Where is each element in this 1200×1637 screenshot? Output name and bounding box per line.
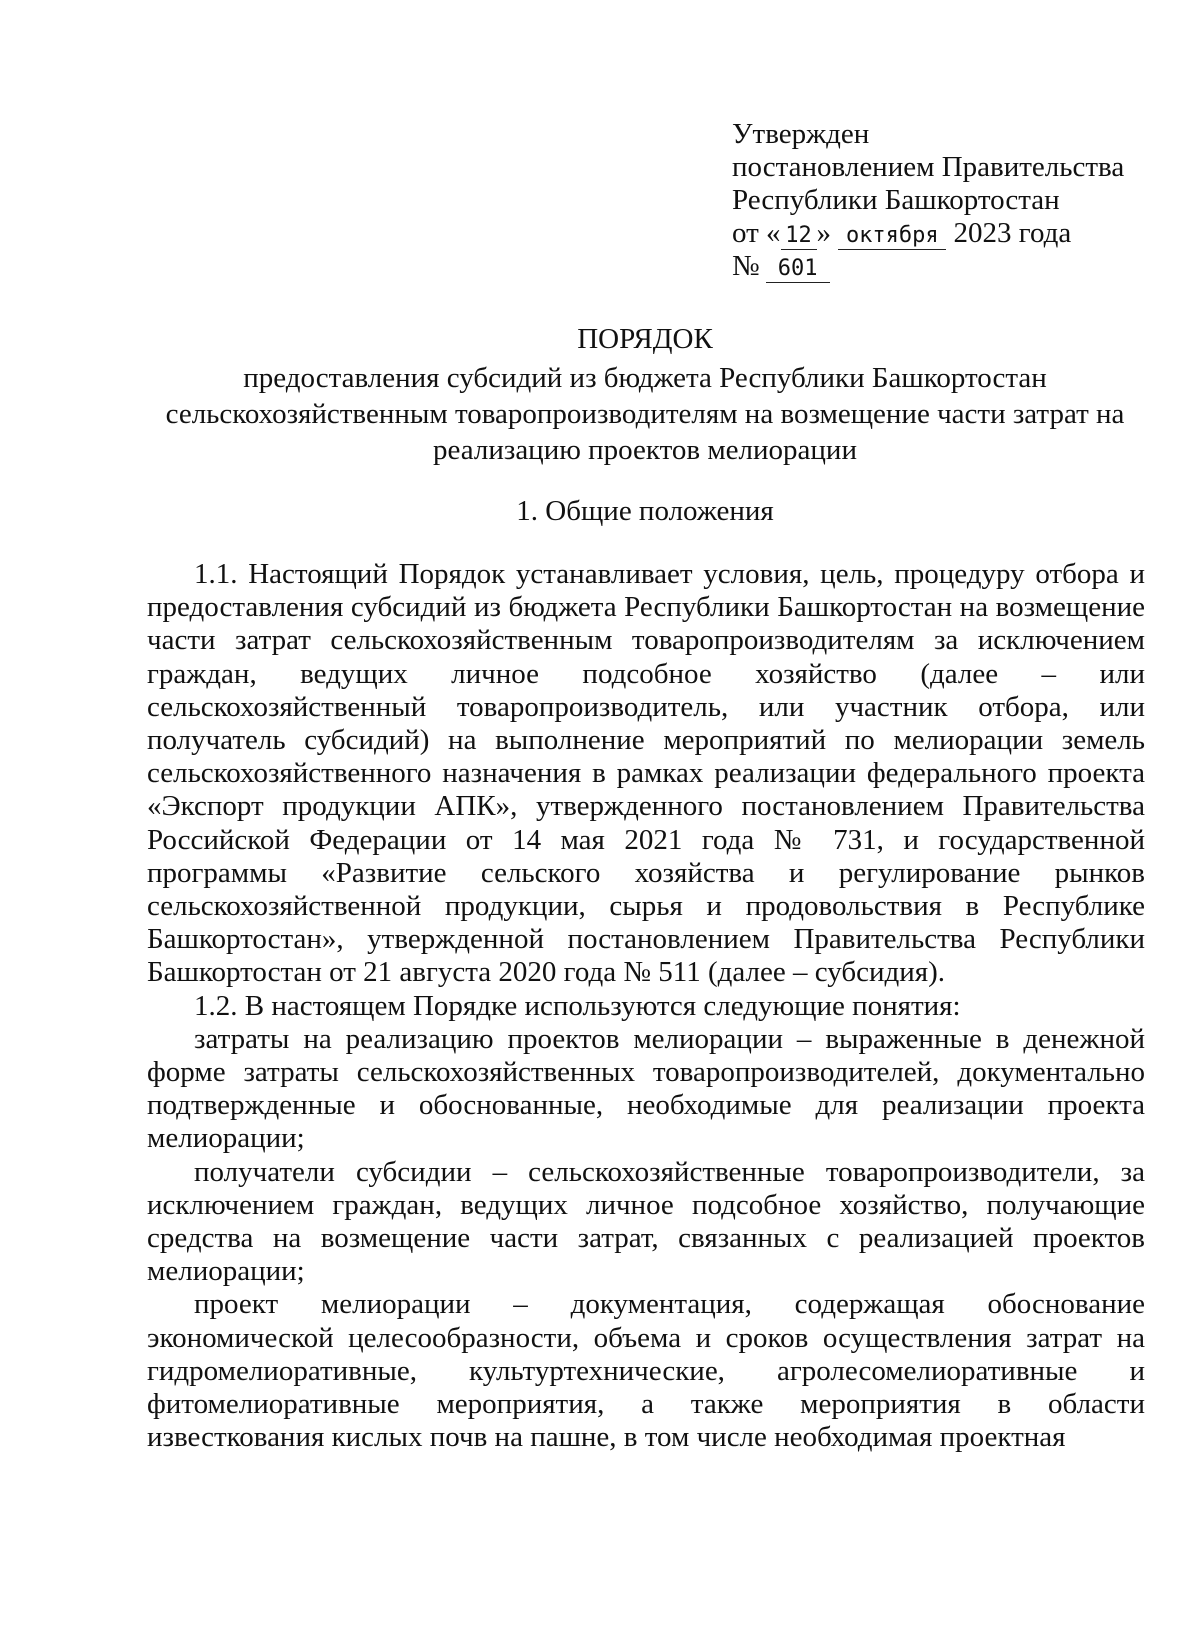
document-subtitle: предоставления субсидий из бюджета Республики Башкортостан сельскохозяйственным товаропроизводителям на возмещение части затрат на реализацию проектов мелиорации (165, 362, 1125, 466)
decree-number: 601 (766, 256, 830, 283)
approval-line-republic: Республики Башкортостан (732, 184, 1060, 216)
approval-block (732, 118, 1172, 283)
approval-line-decree: постановлением Правительства (732, 151, 1125, 183)
definition-project: проект мелиорации – документация, содержащая обоснование экономической целесообразности, объема и сроков осуществления затрат на гидромелиоративные, культуртехнические, агролесомелиоративные и фитомелиоративные мероприятия, а также мероприятия в области известкования кислых почв на пашне, в том числе необходимая проектная (147, 1288, 1145, 1454)
definition-recipients: получатели субсидии – сельскохозяйственные товаропроизводители, за исключением граждан, ведущих личное подсобное хозяйство, получающие средства на возмещение части затрат, связанных с реализацией проектов мелиорации; (147, 1155, 1145, 1288)
document-body (147, 558, 1145, 1454)
approval-number-line (732, 250, 1172, 283)
date-suffix: 2023 года (953, 217, 1072, 249)
document-title: ПОРЯДОК (577, 323, 713, 355)
number-prefix: № (732, 250, 760, 282)
date-prefix: от « (732, 217, 781, 249)
definition-costs: затраты на реализацию проектов мелиорации – выраженные в денежной форме затраты сельскохозяйственных товаропроизводителей, документально подтвержденные и обоснованные, необходимые для реализации проекта мелиорации; (147, 1022, 1145, 1155)
approval-line-approved: Утвержден (732, 118, 870, 150)
date-month: октября (838, 223, 946, 250)
approval-date-line (732, 217, 1172, 250)
section-heading: 1. Общие положения (516, 495, 774, 527)
paragraph-1-2: 1.2. В настоящем Порядке используются следующие понятия: (194, 989, 961, 1022)
paragraph-1-1: 1.1. Настоящий Порядок устанавливает условия, цель, процедуру отбора и предоставления субсидий из бюджета Республики Башкортостан на возмещение части затрат сельскохозяйственным товаропроизводителям за исключением граждан, ведущих личное подсобное хозяйство (далее – или сельскохозяйственный товаропроизводитель, или участник отбора, или получатель субсидий) на выполнение мероприятий по мелиорации земель сельскохозяйственного назначения в рамках реализации федерального проекта «Экспорт продукции АПК», утвержденного постановлением Правительства Российской Федерации от 14 мая 2021 года № 731, и государственной программы «Развитие сельского хозяйства и регулирование рынков сельскохозяйственной продукции, сырья и продовольствия в Республике Башкортостан», утвержденной постановлением Правительства Республики Башкортостан от 21 августа 2020 года № 511 (далее – субсидия). (147, 558, 1145, 989)
date-mid: » (816, 217, 832, 249)
date-day: 12 (781, 223, 817, 250)
